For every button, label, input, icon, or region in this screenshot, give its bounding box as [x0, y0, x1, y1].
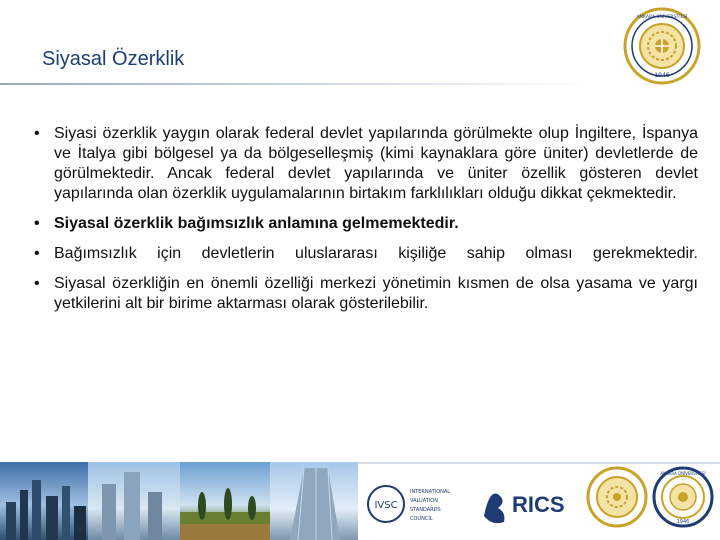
bullet-1: • Siyasi özerklik yaygın olarak federal devlet yapılarında görülmekte olup İngiltere, İspanya ve İtalya gibi bölgesel ya da bölgeselleşmiş (kimi kaynaklara göre üniter) devletlerde de görülmektedir. Ancak federal devlet yapılarında ve üniter özellik gösteren devlet yapılarında olan özerklik uygulamalarının birtakım farklılıkları olduğu dikkat çekmektedir. [34, 124, 698, 204]
glass-building-photo [270, 462, 358, 540]
ivsc-logo [366, 478, 466, 530]
city-skyline-photo [0, 462, 88, 540]
bullet-4: • Siyasal özerkliğin en önemli özelliği merkezi yönetimin kısmen de olsa yasama ve yargı yetkilerini alt bir birime aktarması olarak gösterilebilir. [34, 274, 698, 314]
countryside-photo [180, 462, 270, 540]
rics-logo [476, 478, 580, 530]
gold-seal-logo [586, 466, 648, 528]
svg-text:IVSC: IVSC [374, 500, 398, 511]
blue-seal-logo [652, 466, 714, 528]
bullet-list [34, 124, 698, 324]
bullet-2: • Siyasal özerklik bağımsızlık anlamına gelmemektedir. [34, 214, 698, 234]
svg-text:RICS: RICS [512, 492, 565, 517]
svg-text:ANKARA ÜNİVERSİTESİ: ANKARA ÜNİVERSİTESİ [660, 471, 706, 476]
svg-text:STANDARDS: STANDARDS [410, 507, 441, 513]
tower-photo [88, 462, 180, 540]
svg-text:1946: 1946 [654, 72, 670, 79]
svg-text:VALUATION: VALUATION [410, 498, 438, 504]
slide-title: Siyasal Özerklik [42, 48, 185, 70]
title-divider [0, 83, 590, 85]
svg-text:INTERNATIONAL: INTERNATIONAL [410, 489, 451, 495]
svg-text:ANKARA ÜNİVERSİTESİ: ANKARA ÜNİVERSİTESİ [636, 15, 688, 20]
bullet-3: • Bağımsızlık için devletlerin uluslararası kişiliğe sahip olması gerekmektedir. [34, 244, 698, 264]
svg-text:1946: 1946 [676, 519, 690, 525]
ankara-university-logo [622, 6, 702, 86]
footer-band [0, 462, 720, 540]
svg-text:COUNCIL: COUNCIL [410, 516, 433, 522]
